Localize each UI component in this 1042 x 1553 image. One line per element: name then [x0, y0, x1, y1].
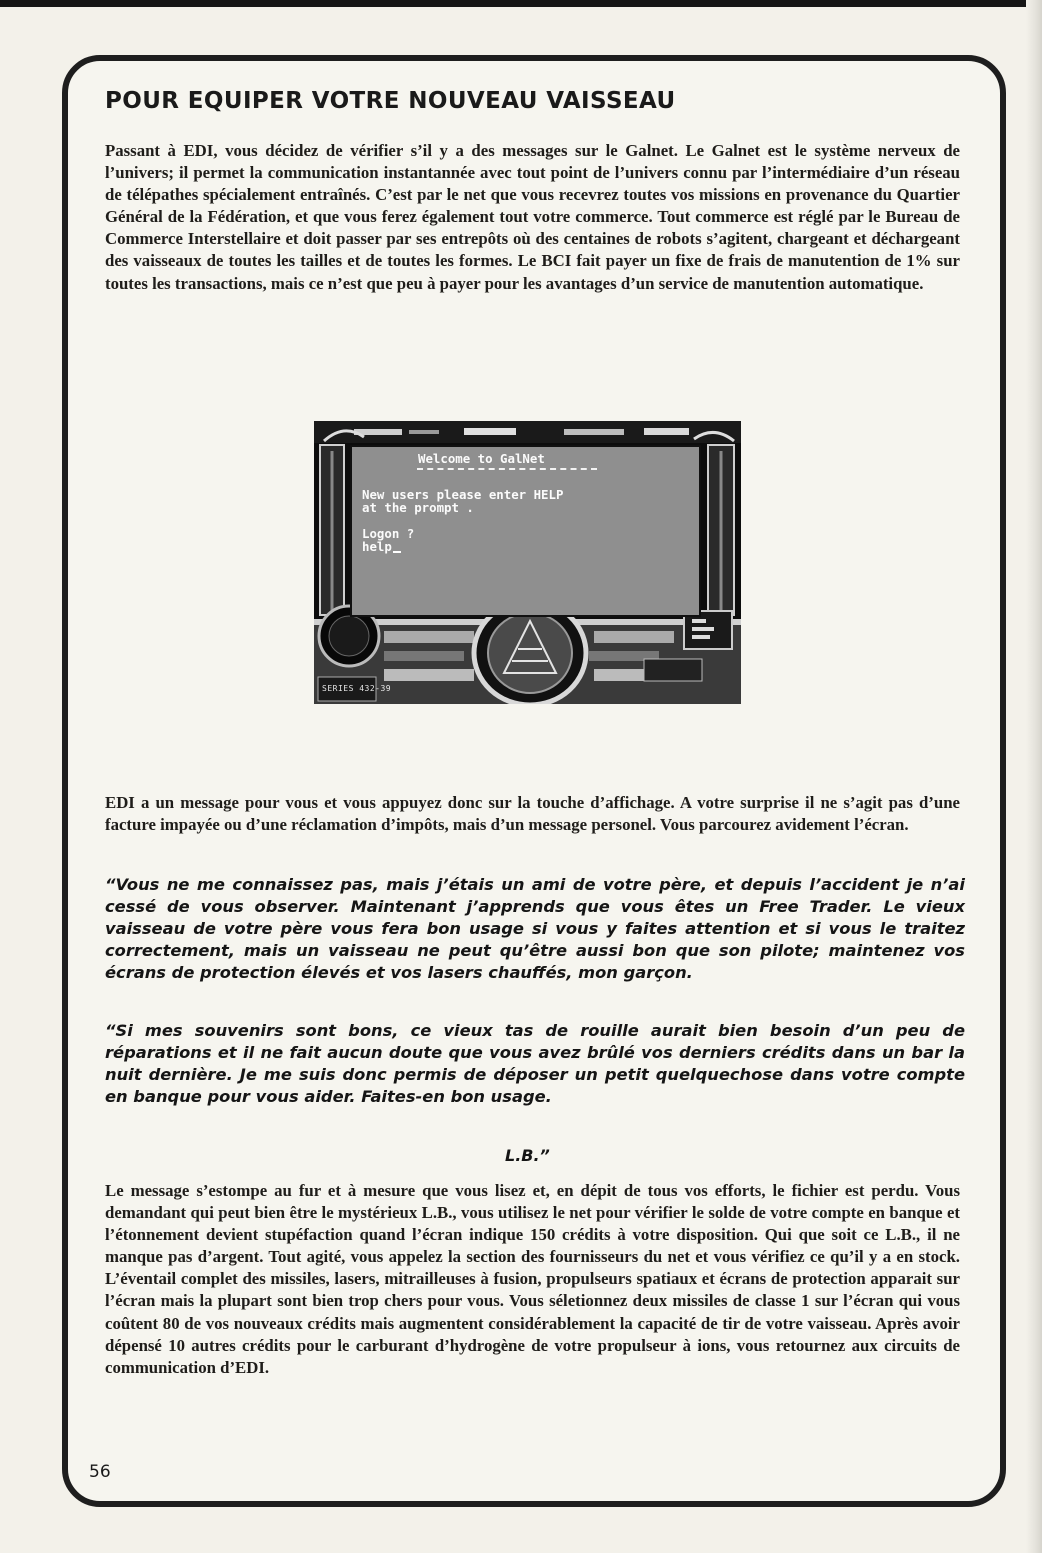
- quote-paragraph-1: “Vous ne me connaissez pas, mais j’étais un ami de votre père, et depuis l’accident je n’ai cessé de vous observer. Maintenant j’apprends que vous êtes un Free Trader. Le vieux vaisseau de votre père vous fera bon usage si vous y faites attention et si vous le traitez correctement, mais un vaisseau ne peut qu’être aussi bon que son pilote; maintenez vos écrans de protection élevés et vos lasers chauffés, mon garçon.: [105, 875, 965, 982]
- page-title: POUR EQUIPER VOTRE NOUVEAU VAISSEAU: [105, 88, 676, 114]
- scan-top-edge: [0, 0, 1042, 7]
- outro-paragraph: Le message s’estompe au fur et à mesure que vous lisez et, en dépit de tous vos efforts, le fichier est perdu. Vous demandant qui peut bien être le mystérieux L.B., vous utilisez le net pour vérifier le solde de votre compte en banque et l’étonnement devient stupéfaction quand l’écran indique 150 crédits à votre disposition. Qui que soit ce L.B., il ne manque pas d’argent. Tout agité, vous appelez la section des fournisseurs du net et vous vérifiez ce qu’il y a en stock. L’éventail complet des missiles, lasers, mitrailleuses à fusion, propulseurs spatiaux et écrans de protection apparait sur l’écran mais la plupart sont bien trop chers pour vous. Vous séletionnez deux missiles de classe 1 sur l’écran qui vous coûtent 80 de vos nouveaux crédits mais augmentent considérablement la capacité de tir de votre vaisseau. Après avoir dépensé 10 autres crédits pour le carburant d’hydrogène de votre propulseur à ions, vous retournez aux circuits de communication d’EDI.: [105, 1181, 960, 1377]
- console-line-3: Logon ?: [362, 526, 415, 541]
- signature: L.B.”: [505, 1146, 550, 1165]
- cursor-icon: [393, 551, 401, 553]
- page-number: 56: [89, 1462, 111, 1482]
- console-line-2: at the prompt .: [362, 500, 474, 515]
- intro-paragraph: Passant à EDI, vous décidez de vérifier s’il y a des messages sur le Galnet. Le Galnet est le système nerveux de l’univers; il permet la communication instantannée avec tout point de l’univers connu par l’intermédiaire d’un réseau de télépathes spécialement entraînés. C’est par le net que vous recevrez toutes vos missions en provenance du Quartier Général de la Fédération, et que vous ferez également tout votre commerce. Tout commerce est réglé par le Bureau de Commerce Interstellaire et doit passer par ses entrepôts où des centaines de robots s’agitent, chargeant et déchargeant des vaisseaux de toutes les tailles et de toutes les formes. Le BCI fait payer un fixe de frais de manutention de 1% sur toutes les transactions, mais ce n’est que peu à payer pour les avantages d’un service de manutention automatique.: [105, 141, 960, 293]
- console-input: help: [362, 539, 392, 554]
- galnet-screenshot: [314, 421, 741, 704]
- page-binding-shadow: [1026, 0, 1042, 1553]
- console-prompt: [362, 540, 401, 553]
- console-line-1: New users please enter HELP: [362, 487, 564, 502]
- panel-label: SERIES 432-39: [322, 684, 392, 693]
- console-title: Welcome to GalNet: [418, 451, 545, 466]
- console-divider: [417, 468, 597, 470]
- message-paragraph: EDI a un message pour vous et vous appuyez donc sur la touche d’affichage. A votre surprise il ne s’agit pas d’une facture impayée ou d’une réclamation d’impôts, mais d’un message personel. Vous parcourez avidement l’écran.: [105, 793, 960, 835]
- quote-paragraph-2: “Si mes souvenirs sont bons, ce vieux tas de rouille aurait bien besoin d’un peu de réparations et il ne fait aucun doute que vous avez brûlé vos derniers crédits dans un bar la nuit dernière. Je me suis donc permis de déposer un petit quelquechose dans votre compte en banque pour vous aider. Faites-en bon usage.: [105, 1021, 965, 1106]
- galnet-console: [350, 445, 701, 617]
